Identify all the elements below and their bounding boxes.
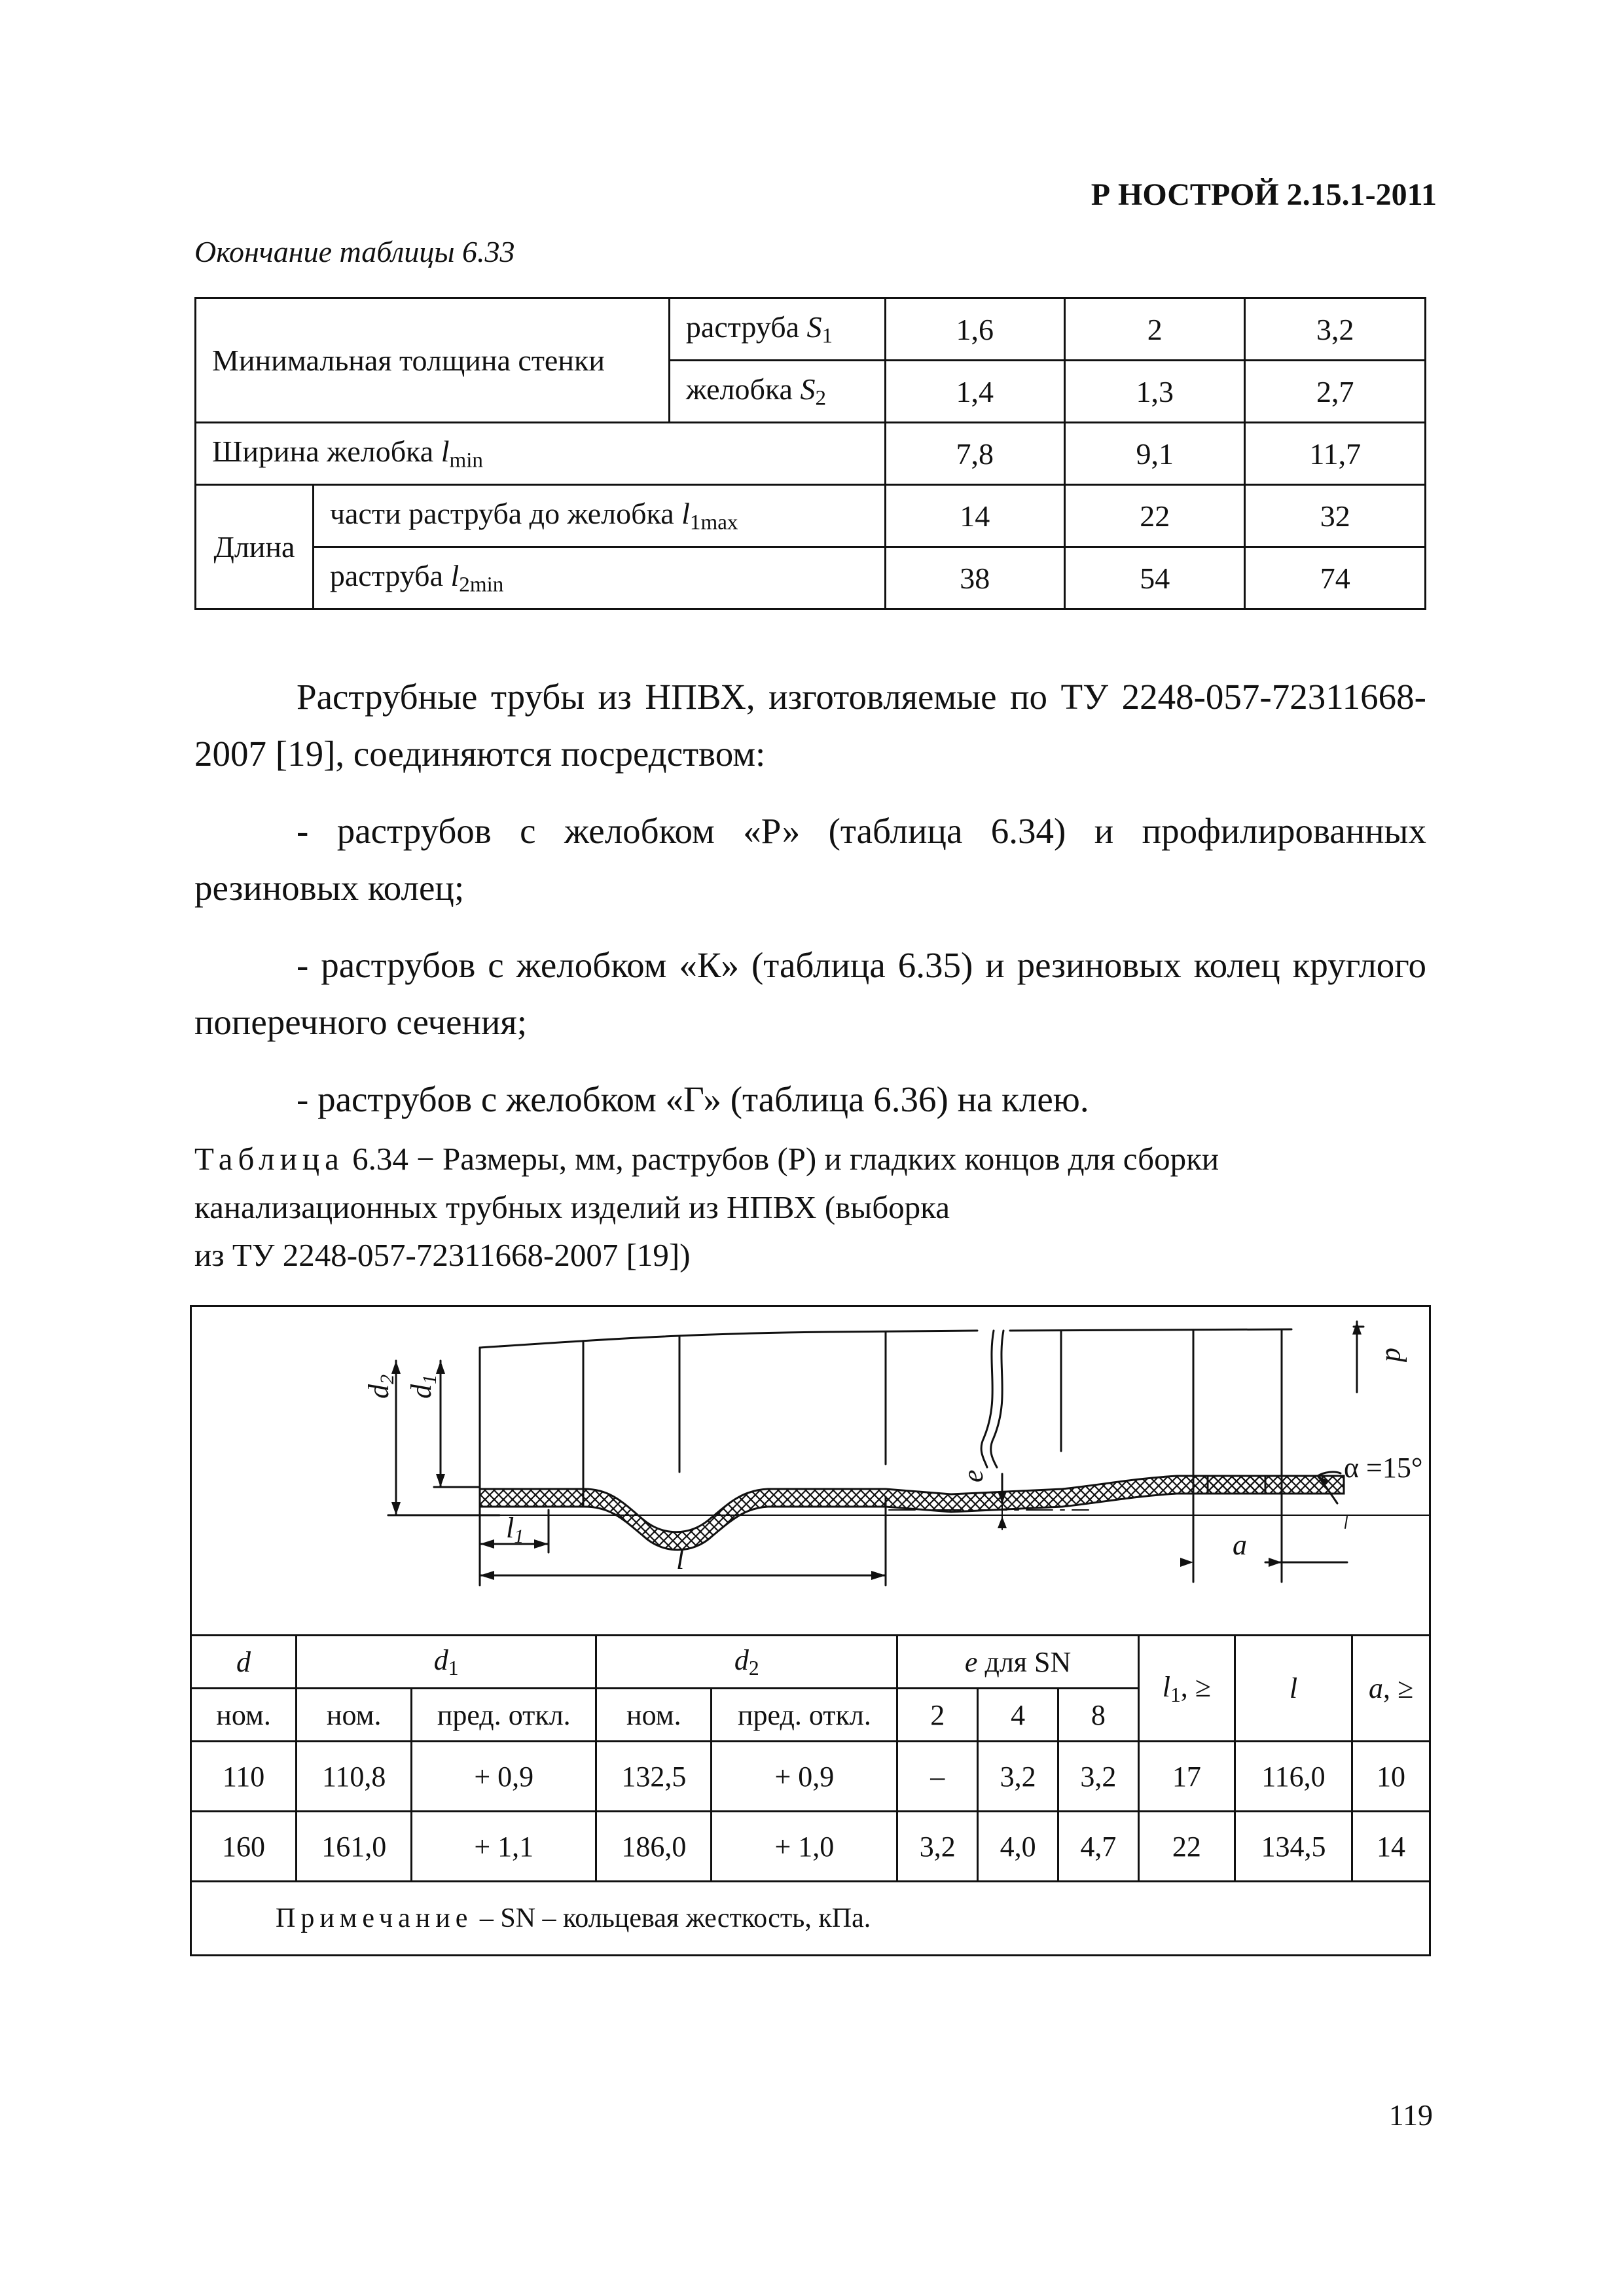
- table-cell: 1,6: [885, 298, 1064, 361]
- paragraph-intro: Раструбные трубы из НПВХ, изготовляемые по ТУ 2248-057-72311668-2007 [19], соединяются посредством:: [194, 677, 1426, 774]
- table-6-34-caption: Таблица 6.34 − Размеры, мм, раструбов (Р) и гладких концов для сборки канализационных трубных изделий из НПВХ (выборка из ТУ 2248-057-72311668-2007 [19]): [194, 1141, 1219, 1273]
- header-d: d: [191, 1636, 297, 1689]
- table-cell: 22: [1065, 485, 1245, 547]
- table-cell: 4,0: [978, 1812, 1058, 1882]
- fig-label-a: a: [1233, 1529, 1247, 1561]
- table-6-34: [190, 1305, 1431, 1956]
- table-cell: 14: [1352, 1812, 1430, 1882]
- socket-wall-label: раструба $S_1$: [669, 298, 885, 361]
- paragraph-item-g: - раструбов с желобком «Г» (таблица 6.36) на клею.: [297, 1079, 1089, 1119]
- table-cell: 3,2: [897, 1812, 978, 1882]
- part-length-label: части раструба до желобка $l_{1max}$: [313, 485, 885, 547]
- table-6-33: [194, 297, 1426, 610]
- groove-width-label: Ширина желобка $l_{min}$: [196, 423, 886, 485]
- fig-label-alpha: α =15°: [1344, 1452, 1423, 1484]
- table-cell: 1,3: [1065, 361, 1245, 423]
- fig-label-d2: d2: [363, 1374, 398, 1399]
- subheader-nom: ном.: [297, 1689, 412, 1742]
- table-cell: 38: [885, 547, 1064, 609]
- table-cell: 132,5: [596, 1742, 712, 1812]
- table-cell: 11,7: [1245, 423, 1426, 485]
- table-cell: + 0,9: [412, 1742, 596, 1812]
- table-cell: 17: [1138, 1742, 1235, 1812]
- groove-wall-label: желобка $S_2$: [669, 361, 885, 423]
- table-cell: 186,0: [596, 1812, 712, 1882]
- header-d1: $d_1$: [297, 1636, 596, 1689]
- table-continuation-title: Окончание таблицы 6.33: [194, 235, 515, 268]
- subheader-sn: 4: [978, 1689, 1058, 1742]
- table-cell: 4,7: [1058, 1812, 1139, 1882]
- table-cell: 54: [1065, 547, 1245, 609]
- subheader-nom: ном.: [596, 1689, 712, 1742]
- table-cell: 22: [1138, 1812, 1235, 1882]
- paragraph-item-r: - раструбов с желобком «Р» (таблица 6.34) и профилированных резиновых колец;: [194, 811, 1426, 908]
- table-cell: 10: [1352, 1742, 1430, 1812]
- socket-drawing: [191, 1306, 1430, 1636]
- table-cell: 161,0: [297, 1812, 412, 1882]
- fig-label-l1: l1: [506, 1512, 524, 1547]
- header-d2: $d_2$: [596, 1636, 897, 1689]
- page-number: 119: [1388, 2098, 1433, 2132]
- table-cell: 2,7: [1245, 361, 1426, 423]
- fig-label-d1: d1: [405, 1374, 441, 1399]
- table-cell: 7,8: [885, 423, 1064, 485]
- fig-label-e: e: [957, 1469, 989, 1482]
- table-row: [196, 485, 1426, 547]
- table-cell: 116,0: [1235, 1742, 1352, 1812]
- header-a: a, ≥: [1352, 1636, 1430, 1742]
- table-cell: 110,8: [297, 1742, 412, 1812]
- table-note-row: [191, 1882, 1430, 1956]
- table-cell: + 1,0: [712, 1812, 897, 1882]
- subheader-dev: пред. откл.: [712, 1689, 897, 1742]
- table-cell: + 0,9: [712, 1742, 897, 1812]
- table-row: [191, 1812, 1430, 1882]
- subheader-sn: 8: [1058, 1689, 1139, 1742]
- socket-drawing-svg: [192, 1307, 1429, 1634]
- fig-label-d: d: [1380, 1348, 1412, 1362]
- header-e-sn: e для SN: [897, 1636, 1138, 1689]
- table-cell: 3,2: [1058, 1742, 1139, 1812]
- table-cell: 134,5: [1235, 1812, 1352, 1882]
- table-row: [196, 547, 1426, 609]
- table-cell: + 1,1: [412, 1812, 596, 1882]
- table-header-row: [191, 1636, 1430, 1689]
- document-code: Р НОСТРОЙ 2.15.1-2011: [1091, 177, 1437, 212]
- table-cell: 160: [191, 1812, 297, 1882]
- fig-label-l: l: [676, 1543, 685, 1575]
- table-cell: 3,2: [978, 1742, 1058, 1812]
- table-cell: 14: [885, 485, 1064, 547]
- table-cell: 110: [191, 1742, 297, 1812]
- header-l: l: [1235, 1636, 1352, 1742]
- table-cell: –: [897, 1742, 978, 1812]
- table-cell: 1,4: [885, 361, 1064, 423]
- table-row: [196, 423, 1426, 485]
- table-row: [191, 1742, 1430, 1812]
- subheader-nom: ном.: [191, 1689, 297, 1742]
- header-l1: $l_1$, ≥: [1138, 1636, 1235, 1742]
- subheader-dev: пред. откл.: [412, 1689, 596, 1742]
- table-row: [196, 298, 1426, 361]
- table-cell: 9,1: [1065, 423, 1245, 485]
- subheader-sn: 2: [897, 1689, 978, 1742]
- table-cell: 32: [1245, 485, 1426, 547]
- table-note: Примечание – SN – кольцевая жесткость, кПа.: [191, 1882, 1430, 1956]
- table-cell: 74: [1245, 547, 1426, 609]
- table-cell: 3,2: [1245, 298, 1426, 361]
- table-cell: 2: [1065, 298, 1245, 361]
- paragraph-item-k: - раструбов с желобком «К» (таблица 6.35) и резиновых колец круглого поперечного сечения;: [194, 945, 1426, 1042]
- min-wall-label: Минимальная толщина стенки: [196, 298, 670, 423]
- socket-length-label: раструба $l_{2min}$: [313, 547, 885, 609]
- length-label: Длина: [196, 485, 314, 609]
